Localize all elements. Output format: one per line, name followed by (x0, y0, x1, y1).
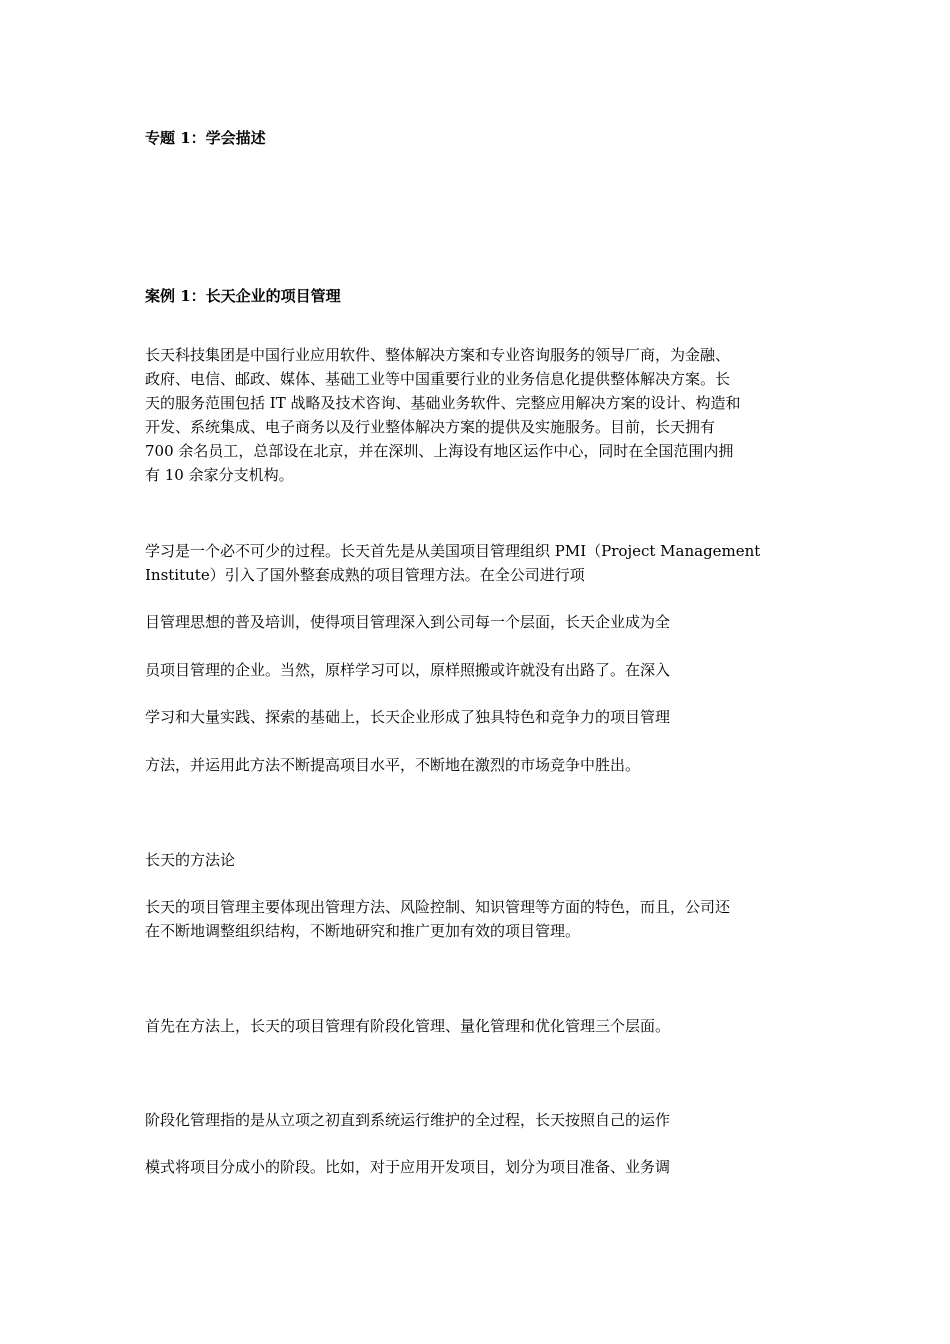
methodology-heading: 长天的方法论 (145, 851, 236, 869)
method-levels-line: 首先在方法上，长天的项目管理有阶段化管理、量化管理和优化管理三个层面。 (145, 1017, 671, 1035)
learning-line: 目管理思想的普及培训，使得项目管理深入到公司每一个层面，长天企业成为全 (145, 613, 671, 631)
learning-paragraph (145, 539, 810, 587)
learning-line: 学习是一个必不可少的过程。长天首先是从美国项目管理组织 PMI（Project Management (145, 542, 761, 560)
intro-line: 开发、系统集成、电子商务以及行业整体解决方案的提供及实施服务。目前，长天拥有 (145, 418, 716, 436)
learning-line: 学习和大量实践、探索的基础上，长天企业形成了独具特色和竞争力的项目管理 (145, 708, 671, 726)
learning-line: 方法，并运用此方法不断提高项目水平，不断地在激烈的市场竞争中胜出。 (145, 756, 641, 774)
intro-line: 700 余名员工，总部设在北京，并在深圳、上海设有地区运作中心，同时在全国范围内拥 (145, 442, 734, 460)
intro-paragraph (145, 343, 810, 487)
topic-title: 专题 1：学会描述 (145, 129, 266, 147)
methodology-line: 长天的项目管理主要体现出管理方法、风险控制、知识管理等方面的特色，而且，公司还 (145, 898, 731, 916)
phased-line: 模式将项目分成小的阶段。比如，对于应用开发项目，划分为项目准备、业务调 (145, 1158, 671, 1176)
intro-line: 有 10 余家分支机构。 (145, 466, 294, 484)
intro-line: 长天科技集团是中国行业应用软件、整体解决方案和专业咨询服务的领导厂商，为金融、 (145, 346, 731, 364)
methodology-line: 在不断地调整组织结构，不断地研究和推广更加有效的项目管理。 (145, 922, 581, 940)
intro-line: 天的服务范围包括 IT 战略及技术咨询、基础业务软件、完整应用解决方案的设计、构造和 (145, 394, 741, 412)
learning-line: Institute）引入了国外整套成熟的项目管理方法。在全公司进行项 (145, 566, 585, 584)
methodology-paragraph (145, 895, 810, 943)
case-title: 案例 1：长天企业的项目管理 (145, 287, 341, 305)
phased-line: 阶段化管理指的是从立项之初直到系统运行维护的全过程，长天按照自己的运作 (145, 1111, 671, 1129)
learning-line: 员项目管理的企业。当然，原样学习可以，原样照搬或许就没有出路了。在深入 (145, 661, 671, 679)
intro-line: 政府、电信、邮政、媒体、基础工业等中国重要行业的业务信息化提供整体解决方案。长 (145, 370, 731, 388)
